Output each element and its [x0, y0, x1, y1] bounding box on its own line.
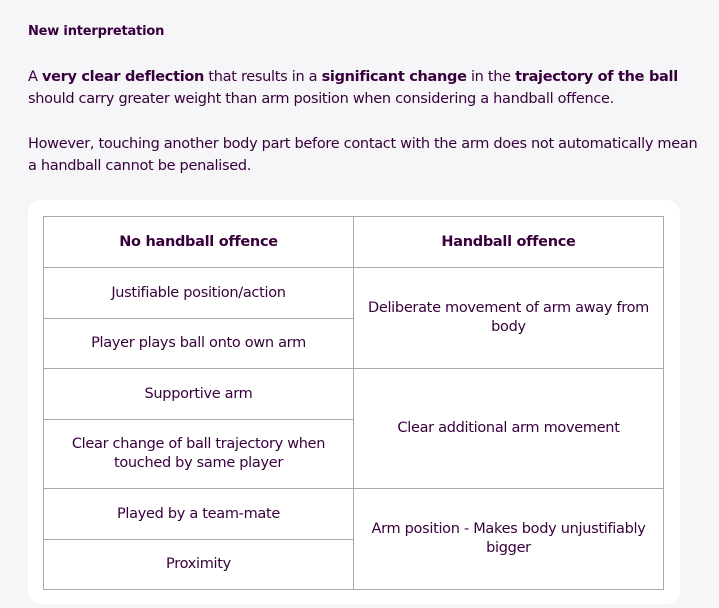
table-card — [28, 200, 680, 604]
table-row — [44, 268, 664, 319]
cell-supportive-arm: Supportive arm — [44, 369, 354, 420]
paragraph-deflection — [28, 66, 698, 110]
p1-bold-3: trajectory of the ball — [515, 69, 678, 85]
cell-proximity: Proximity — [44, 540, 354, 590]
table-header-row — [44, 217, 664, 268]
p1-text-3: in the — [466, 69, 516, 85]
cell-justifiable-position: Justifiable position/action — [44, 268, 354, 319]
p1-text-2: that results in a — [204, 69, 322, 85]
handball-table — [43, 216, 664, 590]
p1-text-1: A — [28, 69, 42, 85]
section-heading: New interpretation — [28, 24, 165, 39]
cell-additional-movement: Clear additional arm movement — [354, 369, 664, 489]
cell-deliberate-movement: Deliberate movement of arm away from body — [354, 268, 664, 369]
cell-team-mate: Played by a team-mate — [44, 489, 354, 540]
p1-bold-1: very clear deflection — [41, 69, 205, 85]
cell-change-trajectory: Clear change of ball trajectory when touched by same player — [44, 420, 354, 489]
paragraph-body-part: However, touching another body part before contact with the arm does not automatically mean a handball cannot be penalised. — [28, 136, 698, 174]
p1-bold-2: significant change — [321, 69, 467, 85]
table-row — [44, 369, 664, 420]
header-handball: Handball offence — [354, 217, 664, 268]
p1-text-4: should carry greater weight than arm position when considering a handball offence. — [28, 91, 614, 107]
header-no-handball: No handball offence — [44, 217, 354, 268]
cell-arm-position: Arm position - Makes body unjustifiably bigger — [354, 489, 664, 590]
table-row — [44, 489, 664, 540]
cell-plays-onto-arm: Player plays ball onto own arm — [44, 319, 354, 369]
